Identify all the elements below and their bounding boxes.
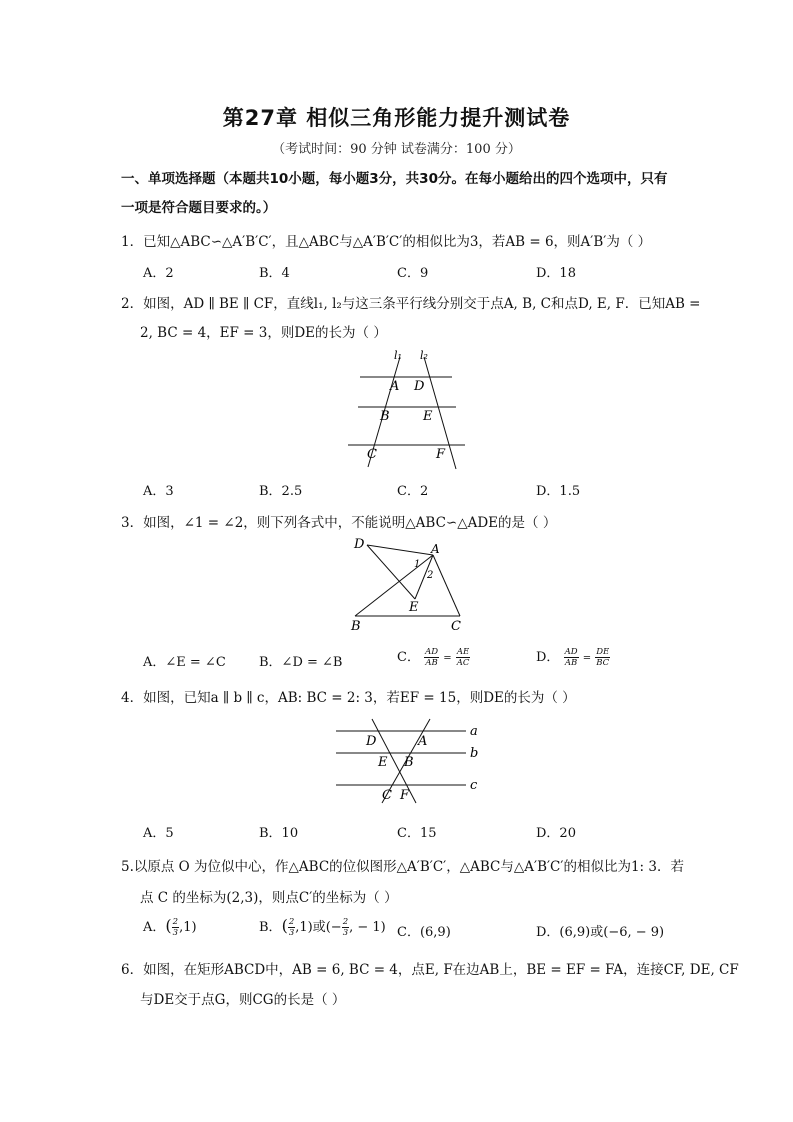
q3-c-num2: AE <box>456 647 470 657</box>
exam-info: （考试时间：90 分钟 试卷满分：100 分） <box>272 142 521 157</box>
q2-stem-line1: 2．如图，AD ∥ BE ∥ CF，直线l₁, l₂与这三条平行线分别交于点A, B, C和点D, E, F．已知AB = <box>121 296 701 312</box>
q3-option-a[interactable]: A．∠E = ∠C <box>143 655 226 670</box>
q2-label-b: B <box>380 409 390 424</box>
q5-stem-line2: 点 C 的坐标为(2,3)，则点C′的坐标为（ ） <box>140 890 398 906</box>
q3-label-a: A <box>431 542 440 556</box>
q6-stem-line1: 6．如图，在矩形ABCD中，AB = 6, BC = 4，点E, F在边AB上，BE = EF = FA，连接CF, DE, CF <box>121 962 739 978</box>
q3-segment-ab <box>355 555 433 616</box>
q3-option-d[interactable]: D． $\frac{AD}{AB}$ = $\frac{DE}{BC}$ <box>536 647 610 668</box>
q2-stem-line2: 2, BC = 4，EF = 3，则DE的长为（ ） <box>140 325 387 341</box>
q5-a-close: ,1) <box>179 920 197 935</box>
q2-label-l2: l₂ <box>420 349 428 362</box>
q5-b-den2: 3 <box>342 928 349 938</box>
q5-option-b[interactable] <box>259 916 386 938</box>
q3-option-c-fraction-right <box>456 647 471 668</box>
q3-c-den2: AC <box>456 658 470 668</box>
q5-option-b-letter: B． <box>259 920 282 935</box>
q4-label-b-line: b <box>470 746 479 761</box>
q2-option-d[interactable]: D．1.5 <box>536 484 581 499</box>
q4-label-c: C <box>382 788 392 803</box>
section-heading-line1: 一、单项选择题（本题共10小题，每小题3分，共30分。在每小题给出的四个选项中，只有 <box>121 171 668 187</box>
q2-label-d: D <box>414 379 425 394</box>
q3-label-d: D <box>354 537 365 552</box>
q2-option-b[interactable]: B．2.5 <box>259 484 303 499</box>
q3-option-c-letter: C． <box>397 650 420 665</box>
q2-label-c: C <box>367 447 377 462</box>
q2-label-f: F <box>436 447 446 462</box>
q5-option-a[interactable] <box>143 916 197 938</box>
q5-b-den1: 3 <box>288 928 295 938</box>
q5-b-num1: 2 <box>288 917 295 927</box>
q3-label-c: C <box>451 619 461 633</box>
q4-label-a-line: a <box>470 724 478 739</box>
q5-a-den: 3 <box>172 928 179 938</box>
q3-label-b: B <box>351 619 361 633</box>
q2-label-a: A <box>390 379 400 394</box>
q1-option-b[interactable]: B．4 <box>259 266 290 281</box>
q5-b-num2: 2 <box>342 917 349 927</box>
page-title: 第27章 相似三角形能力提升测试卷 <box>222 106 571 130</box>
q5-a-open: ( <box>165 916 172 935</box>
q5-b-open: ( <box>281 916 288 935</box>
q4-label-f: F <box>400 788 410 803</box>
q3-stem: 3．如图，∠1 = ∠2，则下列各式中，不能说明△ABC∽△ADE的是（ ） <box>121 515 557 531</box>
q3-option-b[interactable]: B．∠D = ∠B <box>259 655 343 670</box>
q3-option-c-fraction-left <box>424 647 439 668</box>
section-heading-line2: 一项是符合题目要求的。） <box>121 200 277 216</box>
q5-a-num: 2 <box>172 917 179 927</box>
q4-label-d: D <box>366 734 377 749</box>
q3-d-den2: BC <box>596 658 610 668</box>
q2-option-c[interactable]: C．2 <box>397 484 429 499</box>
q1-stem: 1．已知△ABC∽△A′B′C′，且△ABC与△A′B′C′的相似比为3，若AB = 6，则A′B′为（ ） <box>121 234 652 250</box>
q3-label-angle1: 1 <box>414 559 421 570</box>
q2-figure <box>340 345 470 473</box>
q3-segment-de <box>367 545 415 599</box>
q5-option-c[interactable]: C．(6,9) <box>397 925 451 940</box>
q3-option-d-fraction-right <box>595 647 610 668</box>
q4-option-c[interactable]: C．15 <box>397 826 437 841</box>
q3-d-num2: DE <box>596 647 610 657</box>
q3-option-d-fraction-left <box>564 647 579 668</box>
q3-segment-ac <box>433 555 460 616</box>
q3-c-num1: AD <box>425 647 439 657</box>
q4-option-b[interactable]: B．10 <box>259 826 299 841</box>
q4-label-b: B <box>404 755 414 770</box>
q5-b-mid: ,1)或(− <box>295 920 342 935</box>
q3-d-num1: AD <box>564 647 578 657</box>
q3-segment-da <box>367 545 433 555</box>
q3-figure <box>345 533 475 633</box>
q2-option-a[interactable]: A．3 <box>143 484 174 499</box>
q6-stem-line2: 与DE交于点G，则CG的长是（ ） <box>140 992 346 1008</box>
q3-c-den1: AB <box>425 658 438 668</box>
q1-option-c[interactable]: C．9 <box>397 266 429 281</box>
q4-stem: 4．如图，已知a ∥ b ∥ c，AB: BC = 2: 3，若EF = 15，则DE的长为（ ） <box>121 690 576 706</box>
q4-figure <box>330 715 490 807</box>
q3-label-angle2: 2 <box>427 570 434 581</box>
q1-option-a[interactable]: A．2 <box>143 266 174 281</box>
q5-option-d[interactable]: D．(6,9)或(−6, − 9) <box>536 925 665 940</box>
q3-option-d-letter: D． <box>536 650 560 665</box>
q5-stem-line1: 5.以原点 O 为位似中心，作△ABC的位似图形△A′B′C′，△ABC与△A′B′C′的相似比为1: 3．若 <box>121 859 684 875</box>
q4-option-d[interactable]: D．20 <box>536 826 576 841</box>
q5-b-fraction2 <box>342 917 349 938</box>
q2-label-e: E <box>423 409 433 424</box>
q5-a-fraction <box>172 917 179 938</box>
q4-label-e: E <box>378 755 388 770</box>
q1-option-d[interactable]: D．18 <box>536 266 576 281</box>
q3-option-c[interactable]: C． $\frac{AD}{AB}$ = $\frac{AE}{AC}$ <box>397 647 470 668</box>
q3-label-e: E <box>409 600 419 615</box>
q3-d-den1: AB <box>564 658 578 668</box>
q4-label-a: A <box>418 734 428 749</box>
q4-option-a[interactable]: A．5 <box>143 826 174 841</box>
q2-label-l1: l₁ <box>394 349 402 362</box>
q5-option-a-letter: A． <box>143 920 166 935</box>
q4-label-c-line: c <box>470 778 478 793</box>
q5-b-close: , − 1) <box>349 920 386 935</box>
